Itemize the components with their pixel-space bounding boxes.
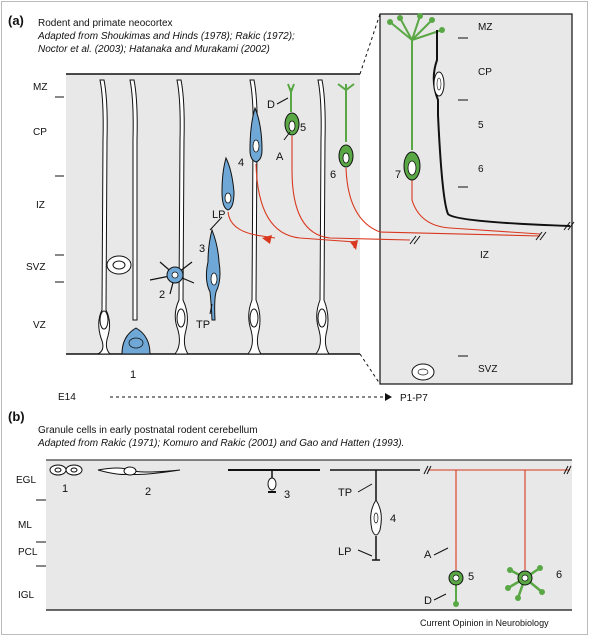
cell-number-3: 3 (199, 243, 206, 255)
inset-svz-cell (412, 364, 434, 380)
panel-b-label: (b) (8, 409, 25, 424)
panel-b-ref: Adapted from Rakic (1971); Komuro and Rakic (2001) and Gao and Hatten (1993). (38, 438, 405, 449)
egl-layer-ticks (36, 500, 46, 566)
footer-credit: Current Opinion in Neurobiology (420, 618, 549, 628)
b-cell-number-4: 4 (390, 513, 397, 525)
label-a: A (276, 151, 284, 163)
timeline-end: P1-P7 (400, 393, 428, 404)
left-layer-ticks (55, 97, 64, 282)
layer-label-pcl: PCL (18, 547, 38, 558)
label-d: D (267, 99, 275, 111)
cell-number-7: 7 (395, 169, 402, 181)
cell-number-6: 6 (330, 169, 337, 181)
panel-a-title: Rodent and primate neocortex (38, 18, 173, 29)
inset-label-cp: CP (478, 67, 492, 78)
inset-connector-top (360, 14, 380, 74)
timeline-start: E14 (58, 392, 76, 403)
panel-a-ref-1: Adapted from Shoukimas and Hinds (1978); Rakic (1972); (38, 31, 295, 42)
layer-label-vz: VZ (33, 320, 46, 331)
inset-connector-bottom (360, 354, 380, 384)
cerebellum-background (46, 460, 572, 610)
cell-number-2: 2 (159, 289, 166, 301)
inset-label-5: 5 (478, 120, 484, 131)
layer-label-ml: ML (18, 520, 32, 531)
inset-background (380, 14, 572, 384)
layer-label-igl: IGL (18, 590, 35, 601)
timeline-arrowhead (385, 393, 392, 401)
layer-label-iz: IZ (36, 200, 45, 211)
b-cell-number-1: 1 (62, 483, 69, 495)
label-lp: LP (212, 209, 226, 221)
label-b-d: D (424, 595, 432, 607)
cell-number-4: 4 (238, 157, 245, 169)
layer-label-svz: SVZ (26, 262, 46, 273)
label-b-a: A (424, 549, 432, 561)
panel-a-label: (a) (8, 13, 24, 28)
inset-label-iz: IZ (480, 250, 489, 261)
panel-b (8, 409, 572, 628)
layer-label-mz: MZ (33, 82, 48, 93)
label-b-lp: LP (338, 546, 352, 558)
b-cell-number-5: 5 (468, 571, 475, 583)
label-tp: TP (196, 319, 211, 331)
b-cell-number-2: 2 (145, 486, 152, 498)
panel-a-ref-2: Noctor et al. (2003); Hatanaka and Murakami (2002) (38, 44, 270, 55)
inset-label-svz: SVZ (478, 364, 498, 375)
panel-b-title: Granule cells in early postnatal rodent cerebellum (38, 425, 258, 436)
label-b-tp: TP (338, 487, 353, 499)
inset-label-6: 6 (478, 164, 484, 175)
cell-number-5: 5 (300, 122, 307, 134)
b-cell-number-3: 3 (284, 489, 291, 501)
inset-label-mz: MZ (478, 22, 493, 33)
panel-a (8, 13, 574, 404)
layer-label-egl: EGL (16, 475, 37, 486)
cell-number-1: 1 (130, 369, 137, 381)
layer-label-cp: CP (33, 127, 47, 138)
b-cell-number-6: 6 (556, 569, 563, 581)
